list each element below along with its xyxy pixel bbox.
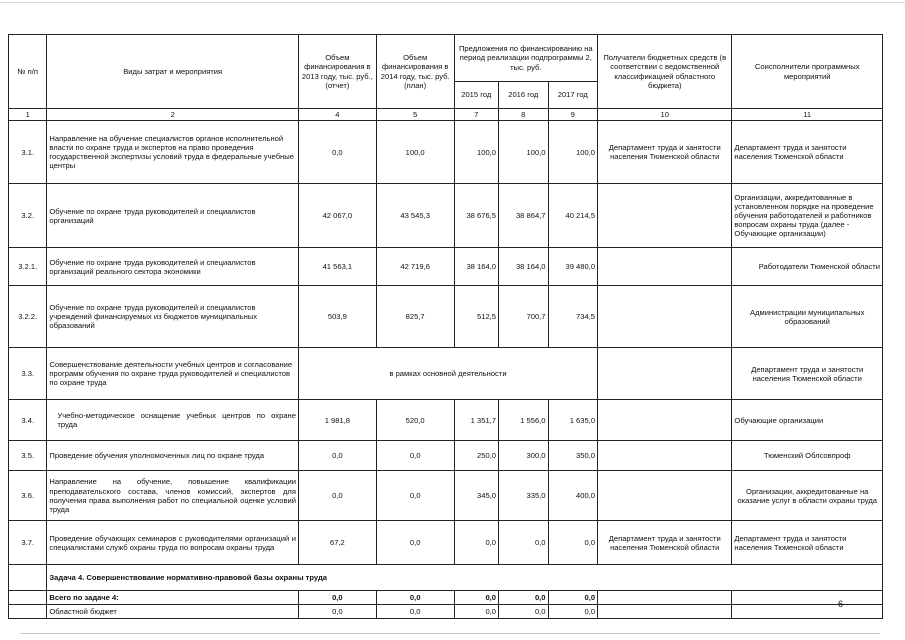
task4-total-2016: 0,0 — [499, 591, 549, 605]
row-2013: 503,9 — [298, 286, 376, 348]
row-coexec: Работодатели Тюменской области — [732, 248, 883, 286]
row-2015: 100,0 — [454, 121, 498, 184]
row-recipient — [598, 184, 732, 248]
row-2016: 0,0 — [499, 521, 549, 565]
row-num: 3.4. — [9, 400, 47, 441]
row-num: 3.2. — [9, 184, 47, 248]
row-coexec: Тюменский Облсовпроф — [732, 441, 883, 471]
row-coexec: Департамент труда и занятости населения Тюменской области — [732, 348, 883, 400]
row-num: 3.3. — [9, 348, 47, 400]
row-num: 3.1. — [9, 121, 47, 184]
table-row — [9, 121, 883, 184]
row-2017: 40 214,5 — [548, 184, 598, 248]
row-coexec: Организации, аккредитованные в установленном порядке на проведение обучения работодателей и работников вопросам охраны труда (далее - Обучающие организации) — [732, 184, 883, 248]
row-2017: 734,5 — [548, 286, 598, 348]
funding-table — [8, 34, 883, 619]
task4-budget-2016: 0,0 — [499, 605, 549, 619]
row-2014: 42 719,6 — [376, 248, 454, 286]
task4-budget-recipient — [598, 605, 732, 619]
row-name: Проведение обучения уполномоченных лиц по охране труда — [47, 441, 299, 471]
row-name: Обучение по охране труда руководителей и специалистов учреждений финансируемых из бюджетов муниципальных образований — [47, 286, 299, 348]
col-num: 7 — [454, 109, 498, 121]
task4-budget-label: Областной бюджет — [47, 605, 299, 619]
header-types: Виды затрат и мероприятия — [47, 35, 299, 109]
row-2013: 67,2 — [298, 521, 376, 565]
row-2016: 38 864,7 — [499, 184, 549, 248]
col-num: 2 — [47, 109, 299, 121]
row-2013: 0,0 — [298, 441, 376, 471]
row-2017: 350,0 — [548, 441, 598, 471]
task4-title: Задача 4. Совершенствование нормативно-правовой базы охраны труда — [47, 565, 883, 591]
row-2015: 38 164,0 — [454, 248, 498, 286]
task4-num — [9, 565, 47, 591]
task4-total-num — [9, 591, 47, 605]
row-name: Учебно-методическое оснащение учебных центров по охране труда — [47, 400, 299, 441]
row-name: Обучение по охране труда руководителей и специалистов организаций реального сектора экономики — [47, 248, 299, 286]
row-2014: 100,0 — [376, 121, 454, 184]
task4-title-row — [9, 565, 883, 591]
task4-total-2013: 0,0 — [298, 591, 376, 605]
header-vol-2013: Объем финансирования в 2013 году, тыс. руб., (отчет) — [298, 35, 376, 109]
table-row — [9, 400, 883, 441]
col-num: 8 — [499, 109, 549, 121]
row-name: Направление на обучение, повышение квалификации преподавательского состава, членов комиссий, экспертов для получения права выполнения работ по специальной оценке условий труда — [47, 471, 299, 521]
row-2013: 0,0 — [298, 471, 376, 521]
row-2017: 400,0 — [548, 471, 598, 521]
table-row — [9, 471, 883, 521]
task4-total-label: Всего по задаче 4: — [47, 591, 299, 605]
col-num: 11 — [732, 109, 883, 121]
header-coexecutors: Соисполнители программных мероприятий — [732, 35, 883, 109]
row-coexec: Обучающие организации — [732, 400, 883, 441]
row-coexec: Департамент труда и занятости населения Тюменской области — [732, 521, 883, 565]
row-2014: 0,0 — [376, 441, 454, 471]
row-recipient: Департамент труда и занятости населения Тюменской области — [598, 121, 732, 184]
row-recipient — [598, 348, 732, 400]
row-num: 3.2.1. — [9, 248, 47, 286]
col-num: 9 — [548, 109, 598, 121]
row-num: 3.7. — [9, 521, 47, 565]
row-2016: 700,7 — [499, 286, 549, 348]
row-coexec: Организации, аккредитованные на оказание услуг в области охраны труда — [732, 471, 883, 521]
header-year-2016: 2016 год — [499, 82, 549, 109]
table-row — [9, 184, 883, 248]
task4-budget-coexec — [732, 605, 883, 619]
header-row-1 — [9, 35, 883, 82]
col-num: 10 — [598, 109, 732, 121]
row-2016: 1 556,0 — [499, 400, 549, 441]
task4-budget-2013: 0,0 — [298, 605, 376, 619]
row-name: Направление на обучение специалистов органов исполнительной власти по охране труда и экспертов на право проведения государственной экспертизы условий труда в федеральные учебные центры — [47, 121, 299, 184]
col-num: 5 — [376, 109, 454, 121]
row-2013: 41 563,1 — [298, 248, 376, 286]
row-name: Совершенствование деятельности учебных центров и согласование программ обучения по охране труда руководителей и специалистов по охране труда — [47, 348, 299, 400]
column-number-row — [9, 109, 883, 121]
row-2013: 1 981,8 — [298, 400, 376, 441]
row-recipient — [598, 471, 732, 521]
row-num: 3.5. — [9, 441, 47, 471]
task4-total-2014: 0,0 — [376, 591, 454, 605]
row-2016: 38 164,0 — [499, 248, 549, 286]
row-2017: 39 480,0 — [548, 248, 598, 286]
page-number: 6 — [838, 599, 844, 609]
row-2014: 0,0 — [376, 521, 454, 565]
row-2015: 250,0 — [454, 441, 498, 471]
row-coexec: Департамент труда и занятости населения Тюменской области — [732, 121, 883, 184]
row-name: Проведение обучающих семинаров с руководителями организаций и специалистами служб охраны труда по вопросам охраны труда — [47, 521, 299, 565]
row-2015: 1 351,7 — [454, 400, 498, 441]
row-num: 3.6. — [9, 471, 47, 521]
row-2013: 42 067,0 — [298, 184, 376, 248]
task4-total-row — [9, 591, 883, 605]
header-proposals: Предложения по финансированию на период реализации подпрограммы 2, тыс. руб. — [454, 35, 597, 82]
row-2014: 520,0 — [376, 400, 454, 441]
row-2016: 100,0 — [499, 121, 549, 184]
row-recipient — [598, 286, 732, 348]
task4-total-2017: 0,0 — [548, 591, 598, 605]
row-recipient — [598, 441, 732, 471]
task4-total-coexec — [732, 591, 883, 605]
row-2017: 0,0 — [548, 521, 598, 565]
task4-budget-num — [9, 605, 47, 619]
row-name: Обучение по охране труда руководителей и специалистов организаций — [47, 184, 299, 248]
row-2016: 300,0 — [499, 441, 549, 471]
header-recipients: Получатели бюджетных средств (в соответствии с ведомственной классификацией областного бюджета) — [598, 35, 732, 109]
row-recipient: Департамент труда и занятости населения Тюменской области — [598, 521, 732, 565]
row-2015: 38 676,5 — [454, 184, 498, 248]
table-row — [9, 248, 883, 286]
row-2014: 825,7 — [376, 286, 454, 348]
row-2017: 100,0 — [548, 121, 598, 184]
row-2013: 0,0 — [298, 121, 376, 184]
table-row — [9, 348, 883, 400]
row-coexec: Администрации муниципальных образований — [732, 286, 883, 348]
row-2015: 512,5 — [454, 286, 498, 348]
row-num: 3.2.2. — [9, 286, 47, 348]
header-year-2017: 2017 год — [548, 82, 598, 109]
bottom-rule — [20, 633, 880, 634]
row-recipient — [598, 400, 732, 441]
row-2014: 43 545,3 — [376, 184, 454, 248]
col-num: 4 — [298, 109, 376, 121]
header-year-2015: 2015 год — [454, 82, 498, 109]
header-num: № п/п — [9, 35, 47, 109]
col-num: 1 — [9, 109, 47, 121]
row-merged-note: в рамках основной деятельности — [298, 348, 597, 400]
table-row — [9, 521, 883, 565]
task4-total-recipient — [598, 591, 732, 605]
row-2014: 0,0 — [376, 471, 454, 521]
task4-budget-2017: 0,0 — [548, 605, 598, 619]
row-2015: 0,0 — [454, 521, 498, 565]
task4-budget-2015: 0,0 — [454, 605, 498, 619]
task4-budget-row — [9, 605, 883, 619]
row-2015: 345,0 — [454, 471, 498, 521]
row-2017: 1 635,0 — [548, 400, 598, 441]
top-rule — [0, 2, 905, 3]
row-2016: 335,0 — [499, 471, 549, 521]
table-row — [9, 441, 883, 471]
row-recipient — [598, 248, 732, 286]
task4-total-2015: 0,0 — [454, 591, 498, 605]
header-vol-2014: Объем финансирования в 2014 году, тыс. руб. (план) — [376, 35, 454, 109]
task4-budget-2014: 0,0 — [376, 605, 454, 619]
table-row — [9, 286, 883, 348]
